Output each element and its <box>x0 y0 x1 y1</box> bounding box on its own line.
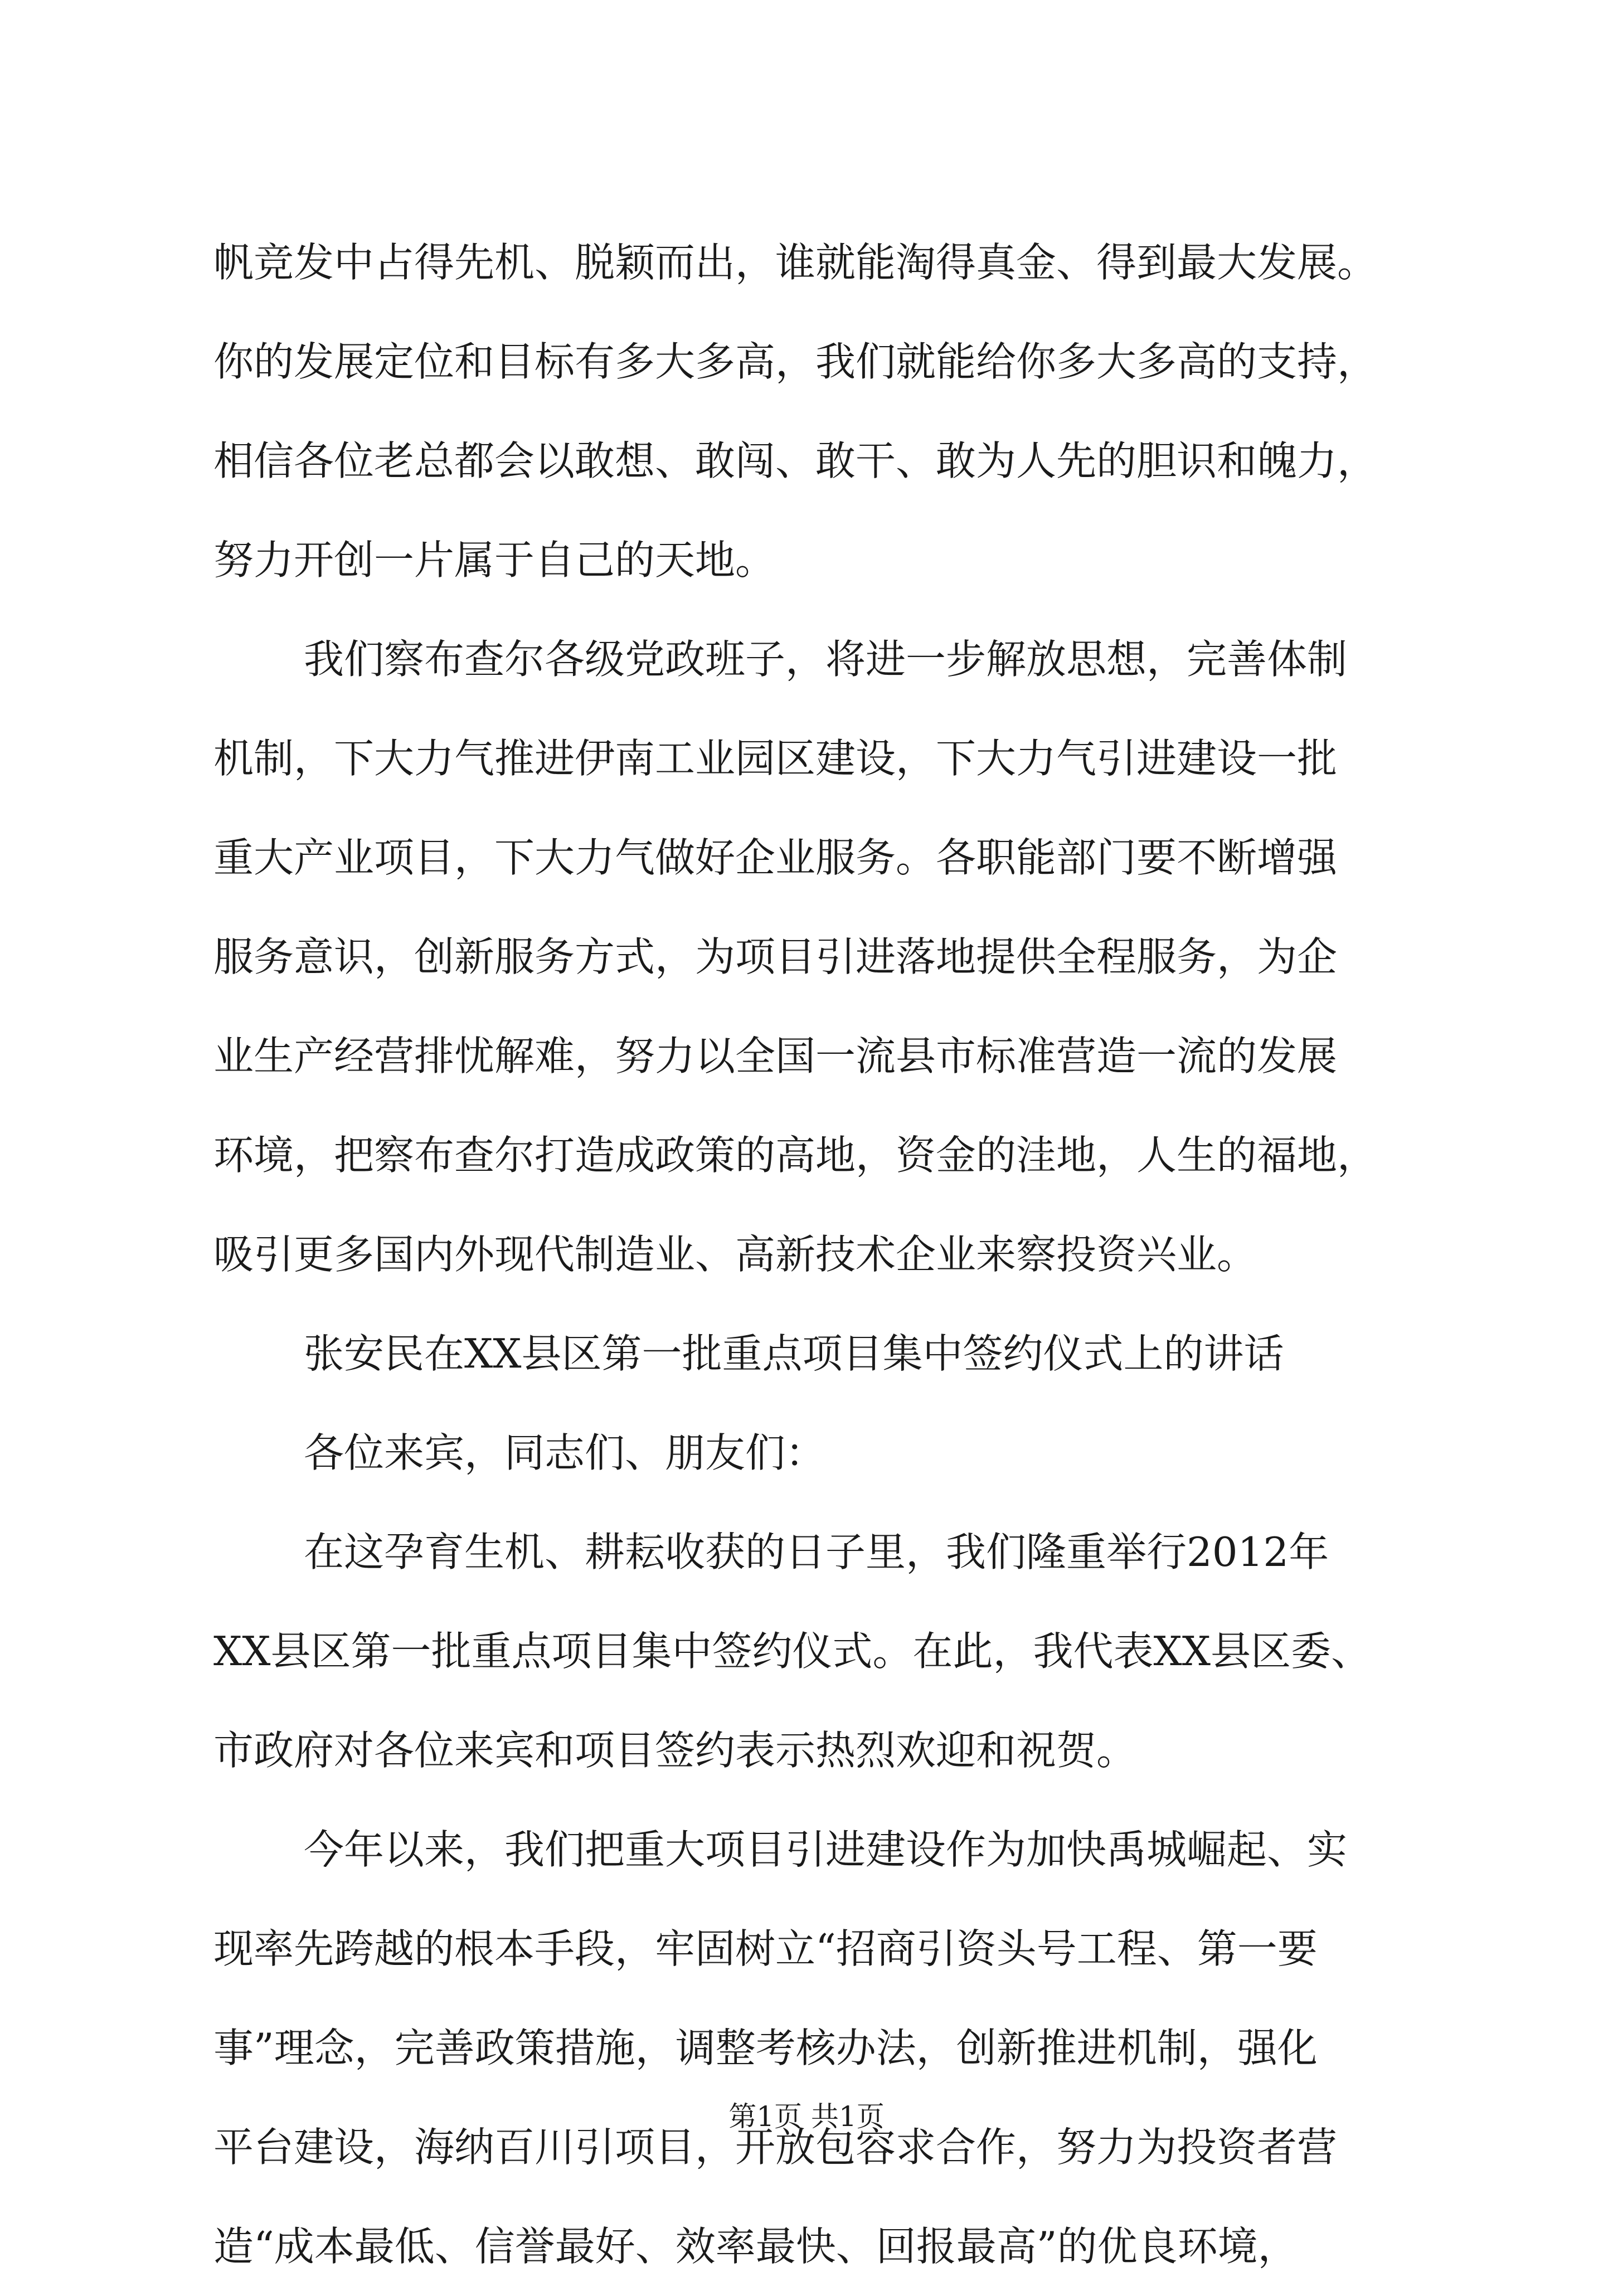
paragraph-line: 环境，把察布查尔打造成政策的高地，资金的洼地，人生的福地， <box>213 1132 1378 1179</box>
paragraph-line: 现率先跨越的根本手段，牢固树立“招商引资头号工程、第一要 <box>213 1925 1318 1972</box>
paragraph-line: 努力开创一片属于自己的天地。 <box>213 537 776 583</box>
paragraph-line: 平台建设，海纳百川引项目，开放包容求合作，努力为投资者营 <box>213 2124 1338 2171</box>
salutation: 各位来宾，同志们、朋友们： <box>304 1429 826 1476</box>
paragraph-line: 相信各位老总都会以敢想、敢闯、敢干、敢为人先的胆识和魄力， <box>213 437 1378 484</box>
paragraph-line: 重大产业项目，下大力气做好企业服务。各职能部门要不断增强 <box>213 834 1338 881</box>
body-text <box>213 213 1417 2296</box>
speech-title: 张安民在XX县区第一批重点项目集中签约仪式上的讲话 <box>304 1330 1284 1377</box>
paragraph-line: 市政府对各位来宾和项目签约表示热烈欢迎和祝贺。 <box>213 1727 1137 1774</box>
page-footer <box>0 2100 1613 2133</box>
paragraph-line: XX县区第一批重点项目集中签约仪式。在此，我代表XX县区委、 <box>213 1628 1372 1675</box>
paragraph-line: 今年以来，我们把重大项目引进建设作为加快禹城崛起、实 <box>304 1826 1348 1873</box>
paragraph-line: 我们察布查尔各级党政班子，将进一步解放思想，完善体制 <box>304 636 1348 683</box>
paragraph-line: 业生产经营排忧解难，努力以全国一流县市标准营造一流的发展 <box>213 1033 1338 1079</box>
page-number: 第1页 共1页 <box>728 2100 885 2133</box>
paragraph-line: 在这孕育生机、耕耘收获的日子里，我们隆重举行2012年 <box>304 1529 1329 1575</box>
paragraph-line: 吸引更多国内外现代制造业、高新技术企业来察投资兴业。 <box>213 1231 1257 1278</box>
paragraph-line: 你的发展定位和目标有多大多高，我们就能给你多大多高的支持， <box>213 338 1378 385</box>
paragraph-line: 帆竞发中占得先机、脱颖而出，谁就能淘得真金、得到最大发展。 <box>213 239 1378 286</box>
paragraph-line: 机制，下大力气推进伊南工业园区建设，下大力气引进建设一批 <box>213 735 1338 782</box>
paragraph-line: 服务意识，创新服务方式，为项目引进落地提供全程服务，为企 <box>213 933 1338 980</box>
paragraph-line: 造“成本最低、信誉最好、效率最快、回报最高”的优良环境， <box>213 2223 1298 2270</box>
paragraph-line: 事”理念，完善政策措施，调整考核办法，创新推进机制，强化 <box>213 2025 1318 2071</box>
